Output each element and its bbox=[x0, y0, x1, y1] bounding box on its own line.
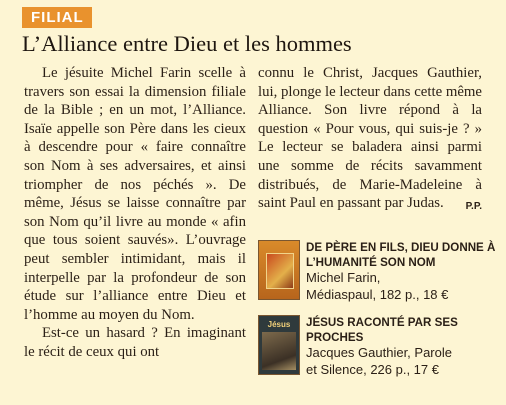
book-publisher: et Silence, 226 p., 17 € bbox=[306, 361, 439, 377]
article-paragraph: Le jésuite Michel Farin scelle à travers son essai la dimension filiale de la Bible ; en un mot, l’Alliance. Isaïe appelle son Père dans les cieux à descendre pour « faire connaître son Nom à ses adversaires, et ainsi triompher de nos péchés ». De même, Jésus se laisse connaître par son Nom qu’il livre au monde « afin que tous soient sauvés». L’ouvrage peut sembler intimidant, mais il interpelle par la profondeur de son étude sur l’alliance entre Dieu et l’homme au moyen du Nom. bbox=[24, 65, 246, 323]
article-paragraph-text: connu le Christ, Jacques Gauthier, lui, plonge le lecteur dans cette même Alliance. Son livre répond à la question « Pour vous, qui suis-je ? » Le lecteur se baladera ainsi parmi une somme de récits savamment distribués, de Marie-Madeleine à saint Paul en passant par Judas. bbox=[258, 65, 482, 212]
cover-illustration bbox=[266, 253, 294, 289]
article-column-left bbox=[24, 64, 246, 362]
author-signature: P.P. bbox=[465, 201, 482, 213]
book-info bbox=[306, 240, 496, 303]
article-paragraph bbox=[258, 64, 482, 213]
cover-illustration bbox=[262, 332, 296, 370]
book-publisher: Médiaspaul, 182 p., 18 € bbox=[306, 286, 449, 302]
book-cover-image bbox=[258, 240, 300, 300]
article-paragraph: Est-ce un hasard ? En imaginant le récit de ceux qui ont bbox=[24, 325, 246, 360]
book-author: Michel Farin, bbox=[306, 270, 381, 285]
book-title: DE PÈRE EN FILS, DIEU DONNE À L’HUMANITÉ SON NOM bbox=[306, 241, 496, 269]
section-badge: FILIAL bbox=[22, 7, 92, 28]
book-info bbox=[306, 315, 496, 378]
article-title: L’Alliance entre Dieu et les hommes bbox=[22, 31, 352, 56]
book-title: JÉSUS RACONTÉ PAR SES PROCHES bbox=[306, 316, 458, 344]
article-column-right bbox=[258, 64, 482, 217]
cover-title: Jésus bbox=[267, 320, 291, 329]
book-author: Jacques Gauthier, Parole bbox=[306, 345, 452, 360]
book-cover-image bbox=[258, 315, 300, 375]
